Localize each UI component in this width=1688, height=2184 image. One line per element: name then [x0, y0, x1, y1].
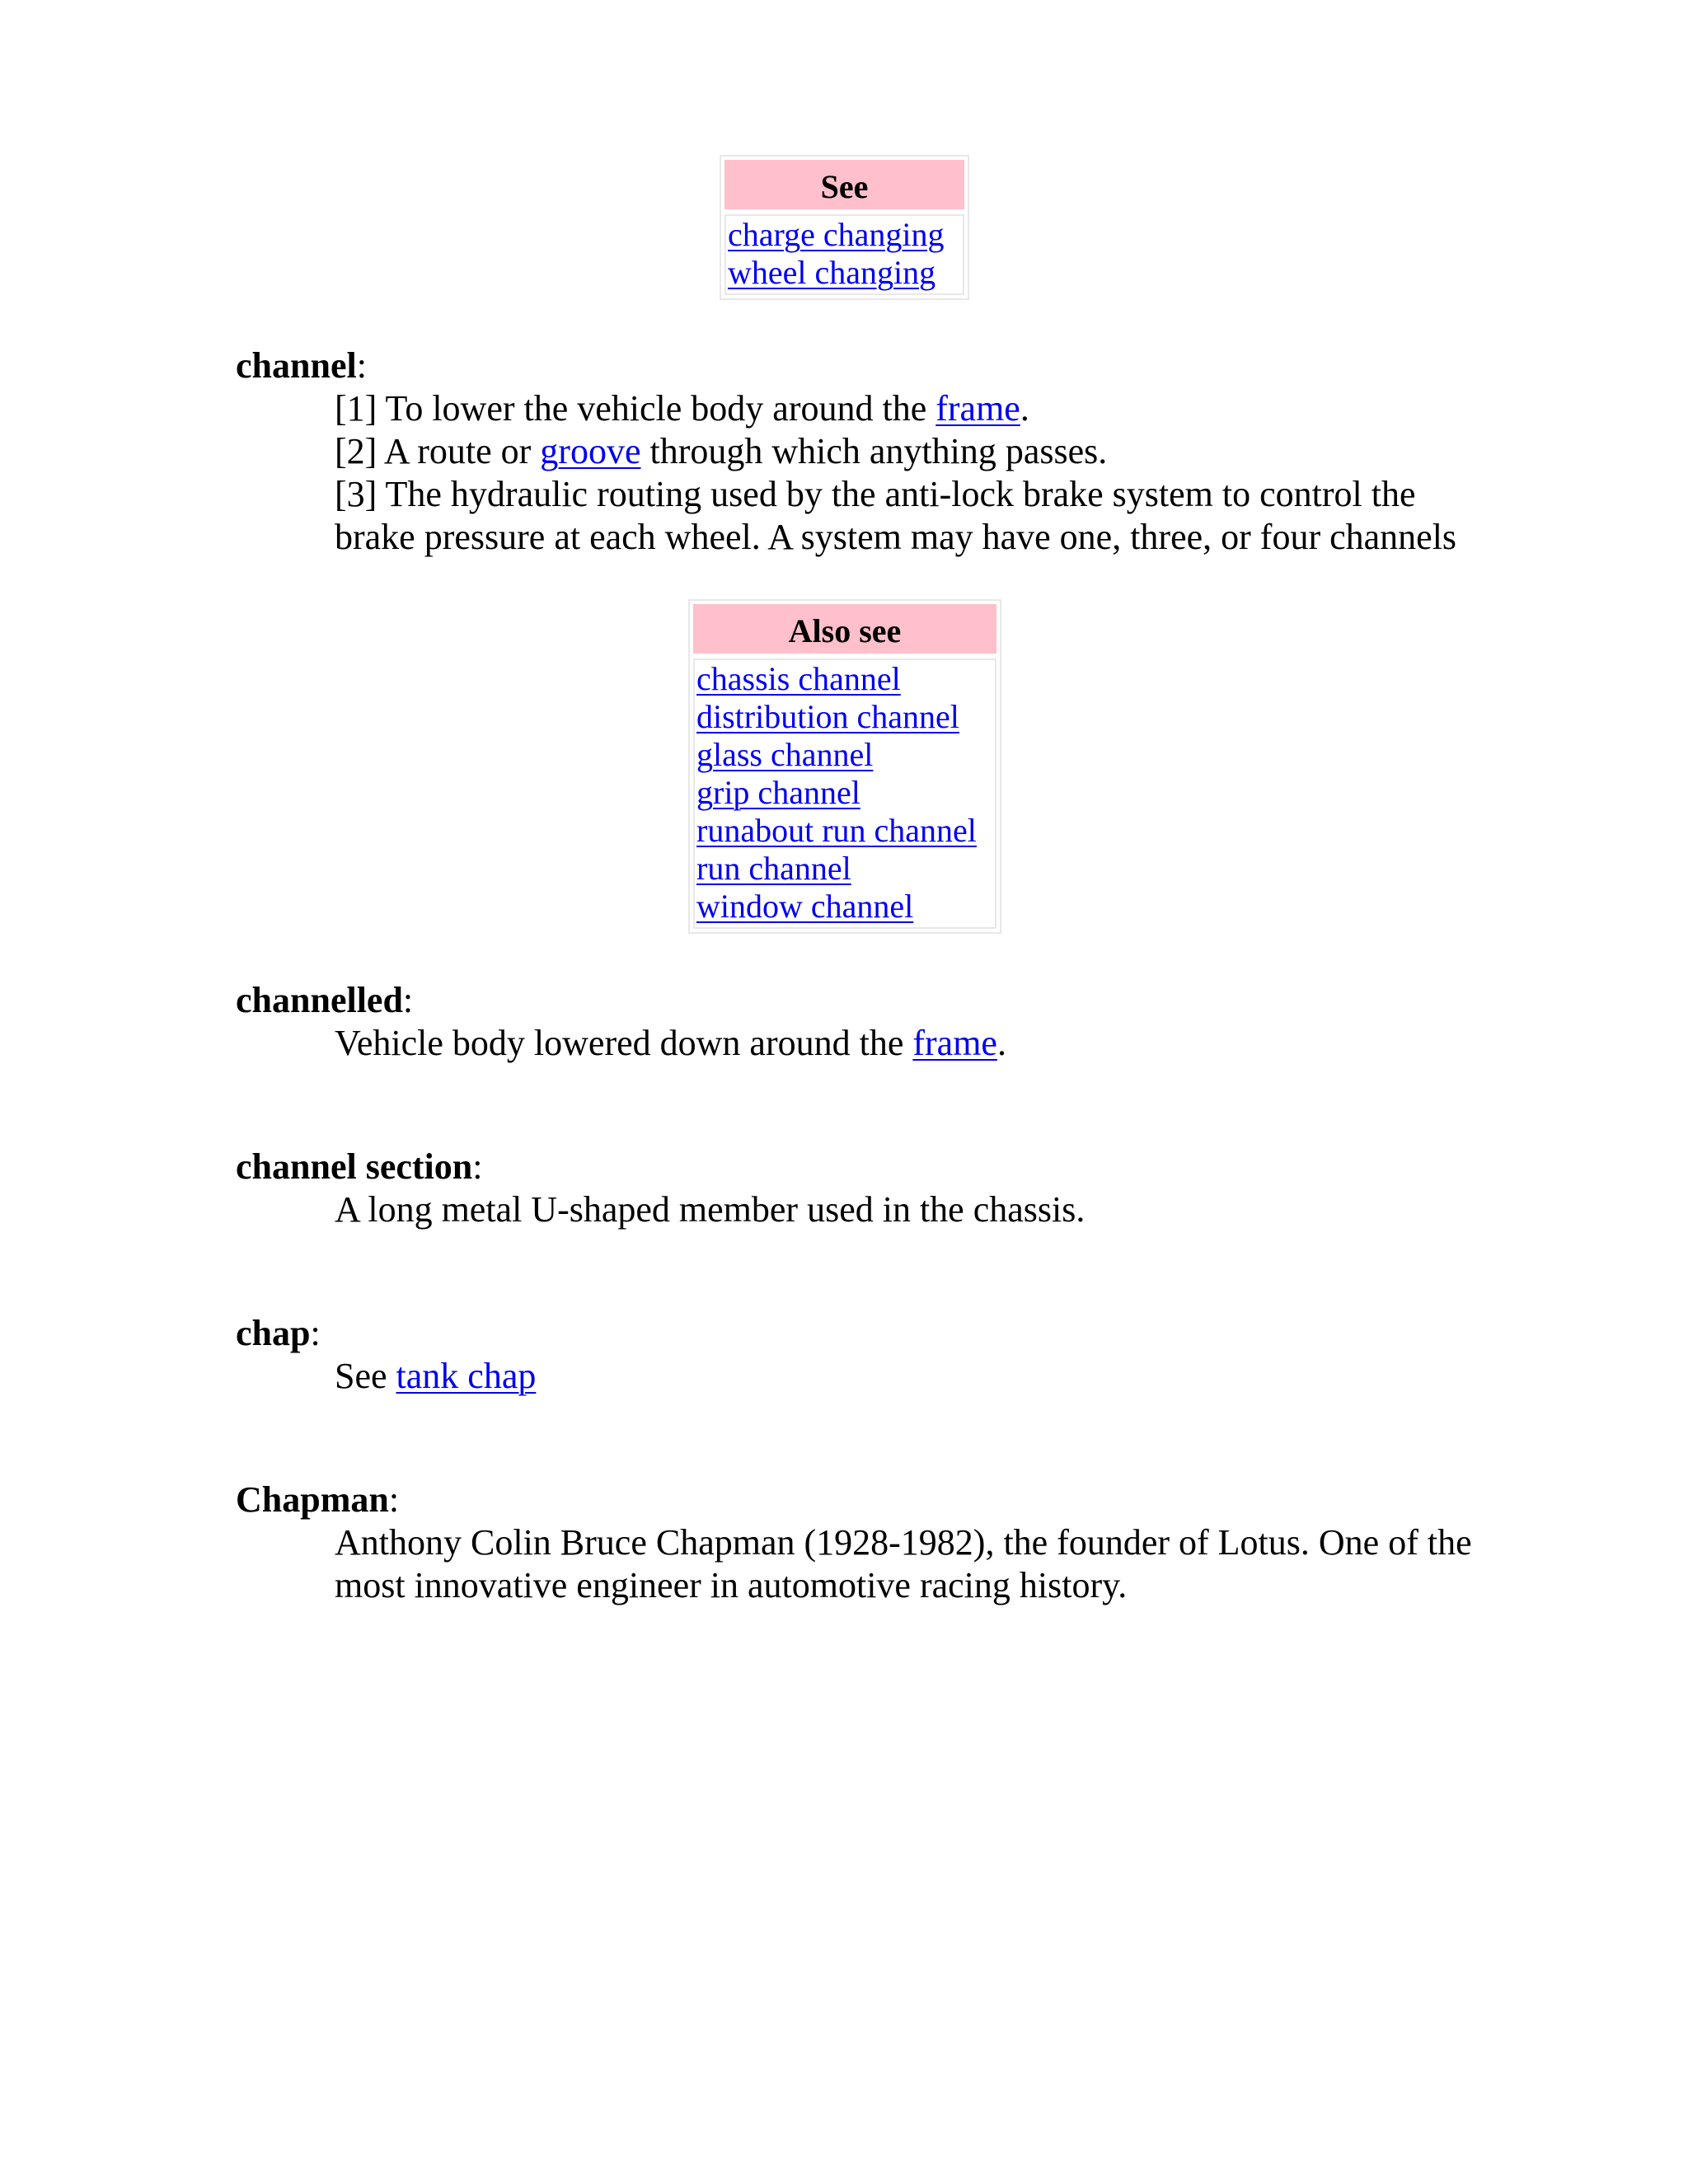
- term-separator: :: [402, 980, 414, 1020]
- link-glass-channel[interactable]: glass channel: [696, 736, 874, 773]
- definition-chap: [335, 1355, 1472, 1398]
- term-channel: channel: [236, 345, 357, 386]
- term-chap: chap: [236, 1313, 311, 1353]
- term-separator: :: [472, 1146, 483, 1187]
- link-charge-changing[interactable]: charge changing: [728, 216, 945, 253]
- see-box-list: [724, 214, 964, 295]
- term-channelled: channelled: [236, 980, 403, 1020]
- definition-channel-3: [3] The hydraulic routing used by the anti-lock brake system to control the brake pressure at each wheel. A system may have one, three, or four channels: [335, 474, 1457, 557]
- definition-chapman: Anthony Colin Bruce Chapman (1928-1982), the founder of Lotus. One of the most innovative engineer in automotive racing history.: [335, 1522, 1472, 1605]
- entry-channel: [236, 344, 1472, 559]
- definition-channelled: [335, 1022, 1472, 1065]
- entry-channel-section: [236, 1146, 1472, 1231]
- term-separator: :: [356, 345, 367, 386]
- entry-chap: [236, 1312, 1472, 1398]
- term-separator: :: [388, 1479, 400, 1520]
- see-box-title: See: [724, 160, 964, 209]
- see-box: [720, 155, 969, 300]
- also-see-box-list: [693, 658, 996, 929]
- link-runabout-run-channel[interactable]: runabout run channel: [696, 812, 977, 849]
- link-window-channel[interactable]: window channel: [696, 888, 914, 925]
- link-frame[interactable]: frame: [935, 388, 1020, 429]
- definition-text: [2] A route or: [335, 431, 541, 471]
- definition-text: [1] To lower the vehicle body around the: [335, 388, 936, 429]
- link-distribution-channel[interactable]: distribution channel: [696, 698, 959, 735]
- link-frame[interactable]: frame: [912, 1023, 997, 1063]
- also-see-box-title: Also see: [693, 604, 996, 654]
- term-chapman: Chapman: [236, 1479, 389, 1520]
- term-line: [236, 1146, 1472, 1188]
- term-line: [236, 344, 1472, 387]
- definition-text: through which anything passes.: [640, 431, 1108, 471]
- definition-channel: [335, 387, 1472, 559]
- definition-channel-2: [335, 430, 1472, 473]
- definition-text: Vehicle body lowered down around the: [335, 1023, 913, 1063]
- also-see-box: [688, 599, 1001, 934]
- definition-text: .: [996, 1023, 1006, 1063]
- link-wheel-changing[interactable]: wheel changing: [728, 254, 936, 291]
- term-separator: :: [310, 1313, 321, 1353]
- definition-channel-section: A long metal U-shaped member used in the chassis.: [335, 1189, 1085, 1230]
- link-tank-chap[interactable]: tank chap: [396, 1356, 537, 1396]
- definition-text: .: [1020, 388, 1029, 429]
- link-grip-channel[interactable]: grip channel: [696, 774, 860, 811]
- term-line: [236, 979, 1472, 1022]
- link-groove[interactable]: groove: [540, 431, 641, 471]
- term-line: [236, 1312, 1472, 1355]
- definition-text: See: [335, 1356, 396, 1396]
- link-chassis-channel[interactable]: chassis channel: [696, 660, 901, 697]
- term-line: [236, 1479, 1472, 1521]
- term-channel-section: channel section: [236, 1146, 473, 1187]
- entry-chapman: [236, 1479, 1472, 1607]
- definition-channel-1: [335, 387, 1472, 430]
- entry-channelled: [236, 979, 1472, 1065]
- link-run-channel[interactable]: run channel: [696, 850, 851, 887]
